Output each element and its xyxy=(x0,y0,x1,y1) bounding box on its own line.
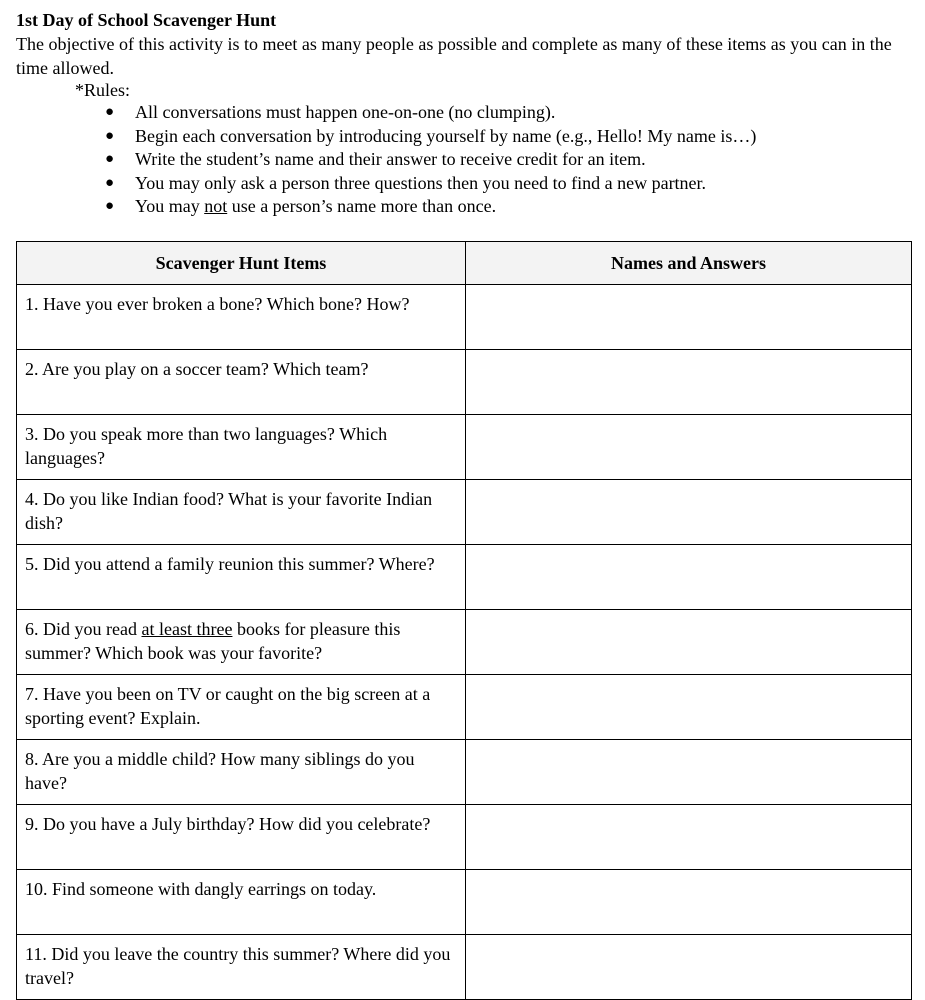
bullet-icon: ● xyxy=(105,174,115,191)
bullet-icon: ● xyxy=(105,151,115,167)
item-cell: 3. Do you speak more than two languages? Which languages? xyxy=(17,415,466,480)
table-row xyxy=(17,675,912,740)
item-cell: 1. Have you ever broken a bone? Which bone? How? xyxy=(17,285,466,350)
item-cell: 4. Do you like Indian food? What is your favorite Indian dish? xyxy=(17,480,466,545)
item-cell: 2. Are you play on a soccer team? Which team? xyxy=(17,350,466,415)
column-header-answers: Names and Answers xyxy=(466,242,912,285)
item-cell: 5. Did you attend a family reunion this summer? Where? xyxy=(17,545,466,610)
bullet-icon: ● xyxy=(105,104,115,120)
intro-paragraph: The objective of this activity is to meet as many people as possible and complete as many of these items as you can in the time allowed. xyxy=(16,34,892,78)
table-row xyxy=(17,610,912,675)
item-cell: 11. Did you leave the country this summer? Where did you travel? xyxy=(17,935,466,1000)
table-row xyxy=(17,805,912,870)
rule-item: ● You may only ask a person three questions then you need to find a new partner. xyxy=(105,172,756,196)
item-cell: 10. Find someone with dangly earrings on today. xyxy=(17,870,466,935)
rules-heading: *Rules: xyxy=(75,80,131,100)
document-title: 1st Day of School Scavenger Hunt xyxy=(16,10,277,30)
answer-cell[interactable] xyxy=(466,805,912,870)
table-header-row xyxy=(17,242,912,285)
item-cell: 9. Do you have a July birthday? How did you celebrate? xyxy=(17,805,466,870)
column-header-items: Scavenger Hunt Items xyxy=(17,242,466,285)
table-row xyxy=(17,350,912,415)
item-cell: 8. Are you a middle child? How many siblings do you have? xyxy=(17,740,466,805)
item-cell: 6. Did you read at least three books for pleasure this summer? Which book was your favorite? xyxy=(17,610,466,675)
rule-item: ● You may not use a person’s name more than once. xyxy=(105,195,756,219)
bullet-icon: ● xyxy=(105,127,115,144)
underlined-phrase: at least three xyxy=(141,619,233,639)
rules-list xyxy=(105,101,756,219)
table-row xyxy=(17,935,912,1000)
answer-cell[interactable] xyxy=(466,935,912,1000)
item-cell: 7. Have you been on TV or caught on the big screen at a sporting event? Explain. xyxy=(17,675,466,740)
underlined-word: not xyxy=(204,196,228,216)
table-row xyxy=(17,740,912,805)
rule-item: ● All conversations must happen one-on-one (no clumping). xyxy=(105,101,756,125)
table-row xyxy=(17,285,912,350)
answer-cell[interactable] xyxy=(466,415,912,480)
bullet-icon: ● xyxy=(105,198,115,214)
answer-cell[interactable] xyxy=(466,350,912,415)
answer-cell[interactable] xyxy=(466,740,912,805)
table-row xyxy=(17,415,912,480)
table-row xyxy=(17,870,912,935)
answer-cell[interactable] xyxy=(466,480,912,545)
answer-cell[interactable] xyxy=(466,675,912,740)
rule-item: ● Write the student’s name and their answer to receive credit for an item. xyxy=(105,148,756,172)
answer-cell[interactable] xyxy=(466,285,912,350)
answer-cell[interactable] xyxy=(466,545,912,610)
table-row xyxy=(17,480,912,545)
table-row xyxy=(17,545,912,610)
rule-item: ● Begin each conversation by introducing yourself by name (e.g., Hello! My name is…) xyxy=(105,125,756,149)
scavenger-hunt-table xyxy=(16,241,912,1000)
answer-cell[interactable] xyxy=(466,610,912,675)
answer-cell[interactable] xyxy=(466,870,912,935)
